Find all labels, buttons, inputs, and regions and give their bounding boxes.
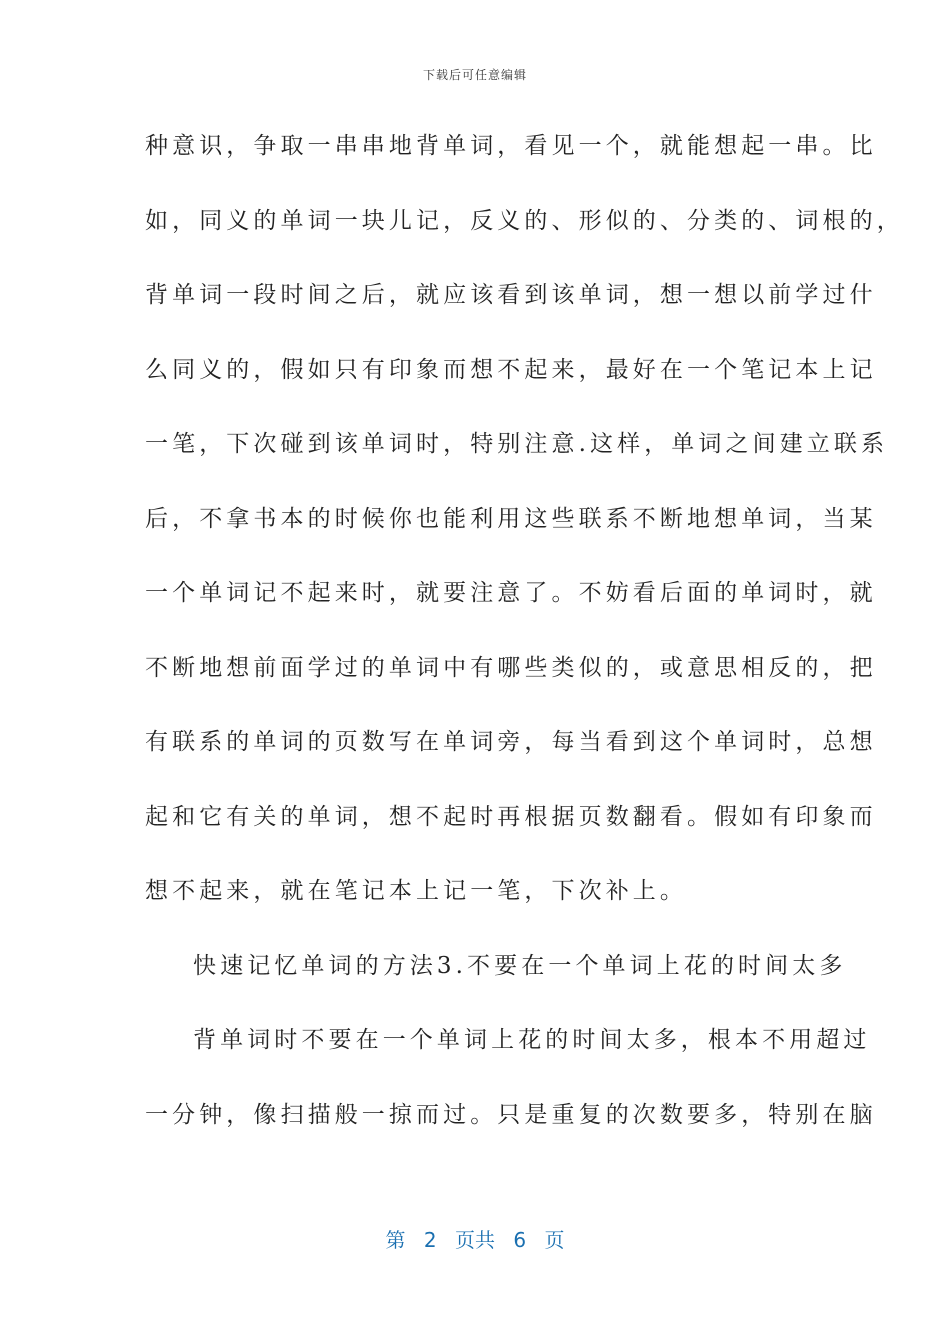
text-line: 么同义的，假如只有印象而想不起来，最好在一个笔记本上记: [145, 356, 877, 383]
text-line: 后，不拿书本的时候你也能利用这些联系不断地想单词，当某: [145, 505, 877, 532]
current-page-number: 2: [423, 1228, 437, 1252]
text-line: 想不起来，就在笔记本上记一笔，下次补上。: [145, 878, 687, 904]
header-note: 下载后可任意编辑: [422, 68, 527, 82]
text-line: 背单词一段时间之后，就应该看到该单词，想一想以前学过什: [145, 282, 877, 308]
document-body: [145, 126, 904, 1169]
text-line: 背单词时不要在一个单词上花的时间太多，根本不用超过: [193, 1027, 871, 1053]
page-footer: [0, 1224, 950, 1253]
total-pages-number: 6: [513, 1228, 527, 1252]
text-line: 不断地想前面学过的单词中有哪些类似的，或意思相反的，把: [145, 654, 877, 681]
footer-prefix: 第: [385, 1228, 406, 1252]
text-line: 种意识，争取一串串地背单词，看见一个，就能想起一串。比: [145, 133, 877, 159]
text-line: 一个单词记不起来时，就要注意了。不妨看后面的单词时，就: [145, 580, 877, 606]
footer-middle: 页共: [455, 1228, 495, 1252]
text-line: 有联系的单词的页数写在单词旁，每当看到这个单词时，总想: [145, 729, 877, 755]
footer-suffix: 页: [544, 1228, 565, 1252]
section-heading: 快速记忆单词的方法3.不要在一个单词上花的时间太多: [193, 952, 847, 979]
text-line: 一笔，下次碰到该单词时，特别注意.这样，单词之间建立联系: [145, 431, 889, 457]
text-line: 起和它有关的单词，想不起时再根据页数翻看。假如有印象而: [145, 803, 877, 830]
text-line: 一分钟，像扫描般一掠而过。只是重复的次数要多，特别在脑: [145, 1101, 877, 1128]
text-line: 如，同义的单词一块儿记，反义的、形似的、分类的、词根的，: [145, 207, 904, 234]
